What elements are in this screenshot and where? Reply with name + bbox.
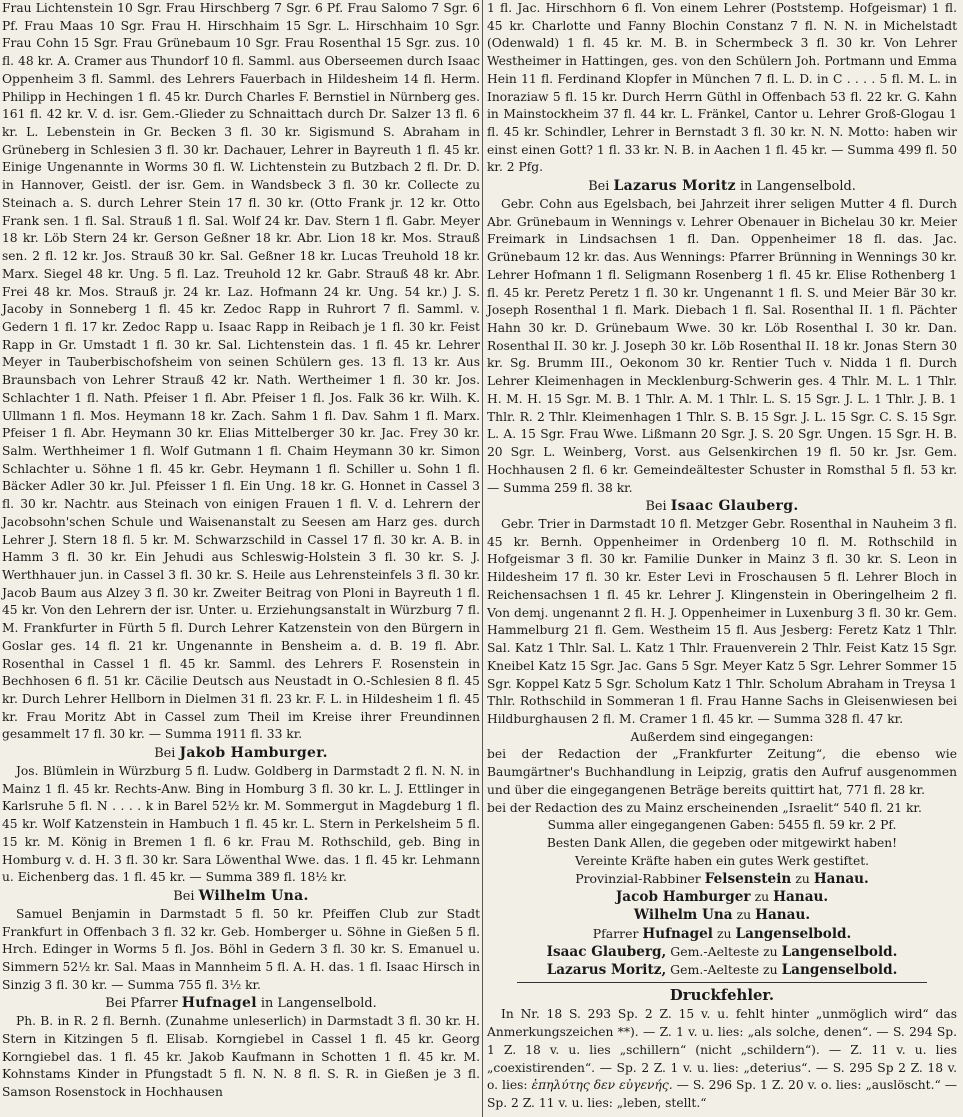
section-heading-wilhelm-una: Bei Wilhelm Una. <box>173 888 309 905</box>
section-heading-lazarus-moritz: Bei Lazarus Moritz in Langenselbold. <box>588 178 856 195</box>
donation-list-glauberg: Gebr. Trier in Darmstadt 10 fl. Metzger Gebr. Rosenthal in Nauheim 3 fl. 45 kr. Bernh. Oppenheimer in Ordenberg 10 fl. M. Rothschild in Hofgeismar 3 fl. 30 kr. Familie Dunker in Mainz 3 fl. 30 kr. S. Leon in Hildesheim 17 fl. 30 kr. Ester Levi in Froschausen 5 fl. Lehrer Bloch in Reichensachsen 1 fl. 45 kr. Lehrer J. Klingenstein in Oberingelheim 2 fl. Von demj. ungenannt 2 fl. H. J. Oppenheimer in Luxenburg 3 fl. 30 kr. Gem. Hammelburg 21 fl. Gem. Westheim 15 fl. Aus Jesberg: Feretz Katz 1 Thlr. Sal. Katz 1 Thlr. Sal. L. Katz 1 Thlr. Frauenverein 2 Thlr. Feist Katz 15 Sgr. Kneibel Katz 15 Sgr. Jac. Gans 5 Sgr. Meyer Katz 5 Sgr. Lehrer Sommer 15 Sgr. Koppel Katz 5 Sgr. Scholum Katz 1 Thlr. Scholum Abraham in Treysa 1 Thlr. Rothschild in Sommeran 1 fl. Frau Hanne Sachs in Gleisenwiesen bei Hildburghausen 2 fl. M. Cramer 1 fl. 45 kr. — Summa 328 fl. 47 kr. <box>487 517 957 726</box>
donation-list-hamburger: Jos. Blümlein in Würzburg 5 fl. Ludw. Goldberg in Darmstadt 2 fl. N. N. in Mainz 1 fl. 45 kr. Rechts-Anw. Bing in Homburg 3 fl. 30 kr. L. J. Ettlinger in Karlsruhe 5 fl. N . . . . k in Barel 52½ kr. M. Sommergut in Magdeburg 1 fl. 45 kr. Wolf Katzenstein in Hambuch 1 fl. 45 kr. L. Stern in Perkelsheim 5 fl. 15 kr. M. König in Bremen 1 fl. 6 kr. Frau M. Rothschild, geb. Bing in Homburg v. d. H. 3 fl. 30 kr. Sara Löwenthal Wwe. das. 1 fl. 45 kr. Lehmann u. Eichenberg das. 1 fl. 45 kr. — Summa 389 fl. 18½ kr. <box>2 764 480 885</box>
signature-felsenstein: Provinzial-Rabbiner Felsenstein zu Hanau. <box>575 871 869 888</box>
grand-total: Summa aller eingegangenen Gaben: 5455 fl. 59 kr. 2 Pf. <box>547 818 897 833</box>
errata-heading: Druckfehler. <box>669 985 775 1004</box>
section-heading-isaac-glauberg: Bei Isaac Glauberg. <box>645 498 799 515</box>
donation-list-moritz: Gebr. Cohn aus Egelsbach, bei Jahrzeit ihrer seligen Mutter 4 fl. Durch Abr. Grünebaum in Wennings v. Lehrer Obenauer in Bichelau 30 kr. Meier Freimark in Lindsachsen 1 fl. Dan. Oppenheimer 18 fl. das. Jac. Grünebaum 12 kr. das. Aus Wennings: Pfarrer Brünning in Wennings 30 kr. Lehrer Hofmann 1 fl. Seligmann Rosenberg 1 fl. 45 kr. Elise Rothenberg 1 fl. 45 kr. Peretz Peretz 1 fl. 30 kr. Ungenannt 1 fl. S. und Meier Bär 30 kr. Joseph Rosenthal 1 fl. Mark. Diebach 1 fl. Sal. Rosenthal II. 1 fl. Pächter Hahn 30 kr. D. Grünebaum Wwe. 30 kr. Löb Rosenthal I. 30 kr. Dan. Rosenthal II. 30 kr. J. Joseph 30 kr. Löb Rosenthal II. 18 kr. Jonas Stern 30 kr. Sg. Brumm III., Oekonom 30 kr. Rentier Tuch v. Nidda 1 fl. Durch Lehrer Kleimenhagen in Mecklenburg-Schwerin ges. 4 Thlr. M. L. 1 Thlr. H. M. H. 15 Sgr. M. B. 1 Thlr. A. M. 1 Thlr. L. S. 15 Sgr. J. L. 1 Thlr. J. B. 1 Thlr. R. 2 Thlr. Kleimenhagen 1 Thlr. S. B. 15 Sgr. J. L. 15 Sgr. C. S. 15 Sgr. L. A. 15 Sgr. Frau Wwe. Lißmann 20 Sgr. J. S. 20 Sgr. Ungen. 15 Sgr. H. B. 20 Sgr. L. Weinberg, Vorst. aus Gelsenkirchen 19 fl. 50 kr. Jsr. Gem. Hochhausen 2 fl. 6 kr. Gemeindeältester Schuster in Romsthal 5 fl. 53 kr. — Summa 259 fl. 38 kr. <box>487 197 957 495</box>
signature-moritz: Lazarus Moritz, Gem.-Aelteste zu Langenselbold. <box>546 961 898 978</box>
donation-list-hufnagel: Ph. B. in R. 2 fl. Bernh. (Zunahme unleserlich) in Darmstadt 3 fl. 30 kr. H. Stern in Kitzingen 5 fl. Elisab. Korngiebel in Cassel 1 fl. 45 kr. Georg Korngiebel das. 1 fl. 45 kr. Jakob Kaufmann in Schotten 1 fl. 45 kr. M. Kohnstams Kinder in Pfungstadt 5 fl. N. N. 8 fl. S. R. in Gießen je 3 fl. Samson Rosenstock in Hochhausen <box>2 1014 480 1100</box>
donation-list-hufnagel-continued: 1 fl. Jac. Hirschhorn 6 fl. Von einem Lehrer (Poststemp. Hofgeismar) 1 fl. 45 kr. Charlotte und Fanny Blochin Constanz 7 fl. N. N. in Michelstadt (Odenwald) 1 fl. 45 kr. M. B. in Schermbeck 3 fl. 30 kr. Von Lehrer Westheimer in Hattingen, ges. von den Schülern Joh. Portmann und Emma Hein 11 fl. Ferdinand Klopfer in München 7 fl. L. D. in C . . . . 5 fl. M. L. in Inoraziaw 5 fl. 15 kr. Durch Herrn Güthl in Offenbach 53 fl. 22 kr. G. Kahn in Mainstockheim 37 fl. 44 kr. L. Fränkel, Cantor u. Lehrer Groß-Glogau 1 fl. 45 kr. Schindler, Lehrer in Bernstadt 3 fl. 30 kr. N. N. Motto: haben wir einst einen Gott? 1 fl. 33 kr. N. B. in Aachen 1 fl. 45 kr. — Summa 499 fl. 50 kr. 2 Pfg. <box>487 1 957 175</box>
signature-hamburger: Jacob Hamburger zu Hanau. <box>615 889 829 906</box>
thanks-line: Besten Dank Allen, die gegeben oder mitgewirkt haben! <box>546 835 898 850</box>
left-column <box>2 0 480 1102</box>
section-heading-hufnagel: Bei Pfarrer Hufnagel in Langenselbold. <box>105 995 377 1012</box>
signature-una: Wilhelm Una zu Hanau. <box>633 907 811 924</box>
right-column <box>487 0 957 1113</box>
motto-line: Vereinte Kräfte haben ein gutes Werk gestiftet. <box>574 853 870 868</box>
section-rule <box>517 982 927 983</box>
signature-glauberg: Isaac Glauberg, Gem.-Aelteste zu Langenselbold. <box>546 943 898 960</box>
errata-text: In Nr. 18 S. 293 Sp. 2 Z. 15 v. u. fehlt hinter „unmöglich wird“ das Anmerkungszeichen **). — Z. 1 v. u. lies: „als solche, denen“. — S. 294 Sp. 1 Z. 18 v. u. lies „schillern“ (nicht „schildern“). — Z. 11 v. u. lies „coexistirenden“. — Sp. 2 Z. 1 v. u. lies: „deterius“. — S. 295 Sp 2 Z. 18 v. o. lies: ἐπηλύτης δεν εὐγενής. — S. 296 Sp. 1 Z. 20 v. o. lies: „auslöscht.“ — Sp. 2 Z. 11 v. u. lies: „leben, stellt.“ <box>487 1007 957 1110</box>
signature-hufnagel: Pfarrer Hufnagel zu Langenselbold. <box>592 925 852 942</box>
donation-list-una: Samuel Benjamin in Darmstadt 5 fl. 50 kr. Pfeiffen Club zur Stadt Frankfurt in Offenbach 3 fl. 32 kr. Geb. Homberger u. Söhne in Gießen 5 fl. Hrch. Edinger in Worms 5 fl. Jos. Böhl in Gedern 3 fl. 30 kr. S. Emanuel u. Simmern 52½ kr. Sal. Maas in Mannheim 5 fl. A. H. das. 1 fl. Isaac Hirsch in Sinzig 3 fl. 30 kr. — Summa 755 fl. 3½ kr. <box>2 906 480 992</box>
section-heading-jakob-hamburger: Bei Jakob Hamburger. <box>154 745 328 762</box>
additional-receipts-heading: Außerdem sind eingegangen: <box>630 729 814 744</box>
receipt-israelit: bei der Redaction des zu Mainz erscheinenden „Israelit“ 540 fl. 21 kr. <box>487 800 922 815</box>
donation-list-part-1: Frau Lichtenstein 10 Sgr. Frau Hirschberg 7 Sgr. 6 Pf. Frau Salomo 7 Sgr. 6 Pf. Frau Maas 10 Sgr. Frau H. Hirschhaim 15 Sgr. L. Hirschhaim 10 Sgr. Frau Cohn 15 Sgr. Frau Grünebaum 10 Sgr. Frau Rosenthal 15 Sgr. zus. 10 fl. 48 kr. A. Cramer aus Thundorf 10 fl. Samml. aus Oberseemen durch Isaac Oppenheim 3 fl. Samml. des Lehrers Fauerbach in Hildesheim 14 fl. Herm. Philipp in Hechingen 1 fl. 45 kr. Durch Charles F. Bernstiel in Nürnberg ges. 161 fl. 42 kr. V. d. isr. Gem.-Glieder zu Schnaittach durch Dr. Salzer 13 fl. 6 kr. L. Lebenstein in Gr. Becken 3 fl. 30 kr. Sigismund S. Abraham in Grüneberg in Schlesien 3 fl. 30 kr. Dachauer, Lehrer in Bayreuth 1 fl. 45 kr. Einige Ungenannte in Worms 30 fl. W. Lichtenstein zu Butzbach 2 fl. Dr. D. in Hannover, Geistl. der isr. Gem. in Wandsbeck 3 fl. 30 kr. Collecte zu Steinach a. S. durch Lehrer Stein 17 fl. 30 kr. (Otto Frank jr. 12 kr. Otto Frank sen. 1 fl. Sal. Strauß 1 fl. Sal. Wolf 24 kr. Dav. Stern 1 fl. Gabr. Meyer 18 kr. Löb Stern 24 kr. Gerson Geßner 18 kr. Abr. Lion 18 kr. Mos. Strauß sen. 2 fl. 12 kr. Jos. Strauß 30 kr. Sal. Geßner 18 kr. Lucas Treuhold 18 kr. Marx. Siegel 48 kr. Ung. 5 fl. Laz. Treuhold 12 kr. Gabr. Strauß 48 kr. Abr. Frei 48 kr. Mos. Strauß jr. 24 kr. Laz. Hofmann 24 kr. Ung. 54 kr.) J. S. Jacoby in Sonneberg 1 fl. 45 kr. Zedoc Rapp in Ruhrort 7 fl. Samml. v. Gedern 1 fl. 17 kr. Zedoc Rapp u. Isaac Rapp in Reibach je 1 fl. 30 kr. Feist Rapp in Gr. Umstadt 1 fl. 30 kr. Sal. Lichtenstein das. 1 fl. 45 kr. Lehrer Meyer in Tauberbischofsheim von seinen Schülern ges. 13 fl. 13 kr. Aus Braunsbach von Lehrer Strauß 42 kr. Nath. Wertheimer 1 fl. 30 kr. Jos. Schlachter 1 fl. Nath. Pfeiser 1 fl. Abr. Pfeiser 1 fl. Jos. Falk 36 kr. Wilh. K. Ullmann 1 fl. Mos. Heymann 18 kr. Zach. Sahm 1 fl. Dav. Sahm 1 fl. Marx. Pfeiser 1 fl. Abr. Heymann 30 kr. Elias Mittelberger 30 kr. Jac. Frey 30 kr. Salm. Werthheimer 1 fl. Wolf Gutmann 1 fl. Chaim Heymann 30 kr. Simon Schlachter u. Söhne 1 fl. 45 kr. Gebr. Heymann 1 fl. Schiller u. Sohn 1 fl. Bäcker Adler 30 kr. Jul. Pfeisser 1 fl. Ein Ung. 18 kr. G. Honnet in Cassel 3 fl. 30 kr. Nachtr. aus Steinach von einigen Frauen 1 fl. V. d. Lehrern der Jacobsohn'schen Schule und Waisenanstalt zu Seesen am Harz ges. durch Lehrer J. Stern 18 fl. 5 kr. M. Schwarzschild in Cassel 17 fl. 30 kr. A. B. in Hamm 3 fl. 30 kr. Ein Jehudi aus Schleswig-Holstein 3 fl. 30 kr. S. J. Werthhauer jun. in Cassel 3 fl. 30 kr. S. Heile aus Lehrensteinfels 3 fl. 30 kr. Jacob Baum aus Alzey 3 fl. 30 kr. Zweiter Beitrag von Ploni in Bayreuth 1 fl. 45 kr. Von den Lehrern der isr. Unter. u. Erziehungsanstalt in Würzburg 7 fl. M. Frankfurter in Fürth 5 fl. Durch Lehrer Katzenstein von den Bürgern in Goslar ges. 14 fl. 21 kr. Ungenannte in Bensheim a. d. B. 19 fl. Abr. Rosenthal in Cassel 1 fl. 45 kr. Samml. des Lehrers F. Rosenstein in Bechhosen 6 fl. 51 kr. Cäcilie Deutsch aus Neustadt in O.-Schlesien 8 fl. 45 kr. Durch Lehrer Hellborn in Dielmen 31 fl. 23 kr. F. L. in Hildesheim 1 fl. 45 kr. Frau Moritz Abt in Cassel zum Theil im Kreise ihrer Freundinnen gesammelt 17 fl. 30 kr. — Summa 1911 fl. 33 kr. <box>2 1 480 742</box>
column-divider <box>482 0 483 1117</box>
receipt-frankfurter-zeitung: bei der Redaction der „Frankfurter Zeitung“, die ebenso wie Baumgärtner's Buchhandlung in Leipzig, gratis den Aufruf ausgenommen und über die eingegangenen Beträge bereits quittirt hat, 771 fl. 28 kr. <box>487 747 957 797</box>
